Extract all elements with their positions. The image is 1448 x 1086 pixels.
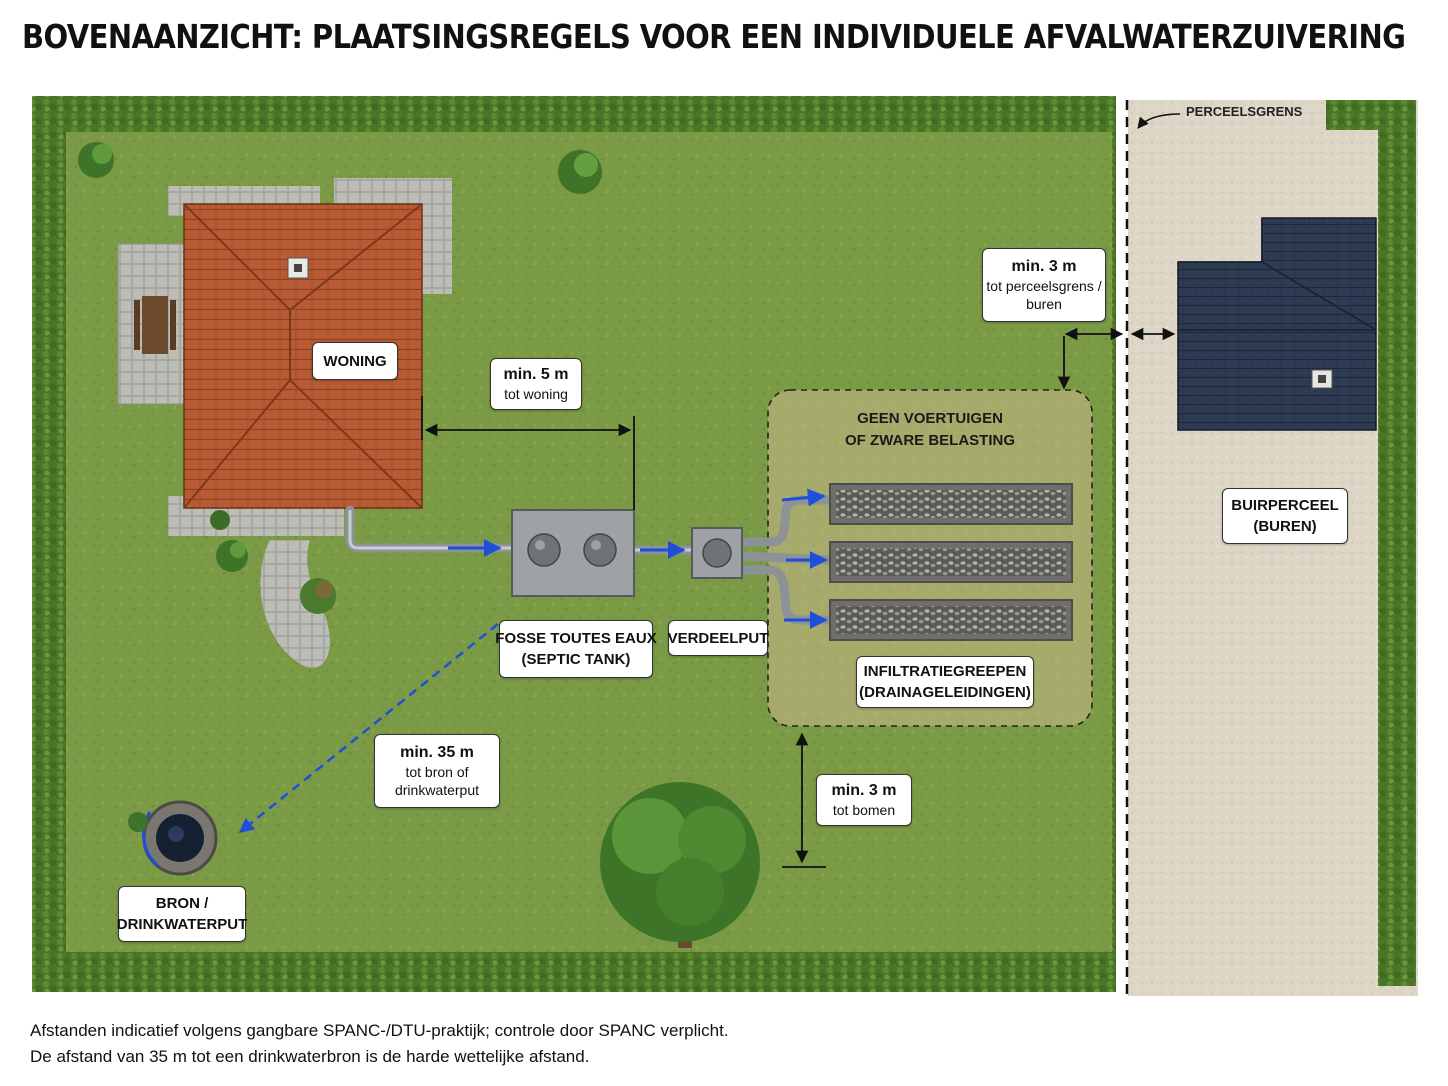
infiltration-label-line1: INFILTRATIEGREEPEN (863, 663, 1027, 680)
page-title: BOVENAANZICHT: PLAATSINGSREGELS VOOR EEN INDIVIDUELE AFVALWATERZUIVERING (22, 18, 1406, 57)
septic-tank (512, 510, 634, 596)
distance-well-label (374, 734, 500, 808)
neighbor-parcel-label (1222, 488, 1348, 544)
distance-house-desc: tot woning (504, 386, 568, 402)
footnote (30, 1018, 729, 1070)
terrace-table (142, 296, 168, 354)
infiltration-label-line2: (DRAINAGELEIDINGEN) (859, 684, 1031, 701)
distance-trees-desc: tot bomen (832, 802, 896, 818)
well-label (118, 886, 246, 942)
neighbor-hedge-right (1378, 100, 1416, 986)
distance-house-label (490, 358, 582, 410)
no-vehicles-line1: GEEN VOERTUIGEN (857, 410, 1003, 427)
distance-well-desc2: drinkwaterput (394, 782, 480, 798)
neighbor-parcel-label-line2: (BUREN) (1253, 518, 1317, 535)
distance-boundary-value: min. 3 m (1011, 258, 1077, 275)
house-label (312, 342, 398, 380)
no-vehicles-note (800, 408, 1060, 452)
septic-tank-label-line2: (SEPTIC TANK) (521, 651, 631, 668)
distance-well-value: min. 35 m (400, 744, 474, 761)
distance-well-desc1: tot bron of (405, 764, 469, 780)
septic-tank-label (495, 620, 657, 678)
boundary-label: PERCEELSGRENS (1186, 104, 1303, 119)
distance-trees-value: min. 3 m (831, 782, 897, 799)
bench-right (170, 300, 176, 350)
distribution-box-label (668, 620, 768, 656)
distance-boundary-desc1: tot perceelsgrens / (986, 278, 1102, 294)
distribution-box-label-text: VERDEELPUT (667, 629, 769, 647)
distribution-box (692, 528, 742, 578)
no-vehicles-line2: OF ZWARE BELASTING (845, 432, 1015, 449)
chimney-flue (294, 264, 302, 272)
footnote-line1: Afstanden indicatief volgens gangbare SPANC-/DTU-praktijk; controle door SPANC verplicht. (30, 1021, 729, 1040)
distance-house-value: min. 5 m (503, 366, 569, 383)
footnote-line2: De afstand van 35 m tot een drinkwaterbron is de harde wettelijke afstand. (30, 1047, 590, 1066)
distance-boundary-desc2: buren (1026, 296, 1062, 312)
distance-trees-label (816, 774, 912, 826)
drain-trenches (830, 484, 1072, 640)
well-label-line2: DRINKWATERPUT (116, 916, 248, 933)
bench-left (134, 300, 140, 350)
house-label-text: WONING (323, 352, 387, 370)
distance-boundary-label (982, 248, 1106, 322)
infiltration-label (856, 656, 1034, 708)
septic-tank-label-line1: FOSSE TOUTES EAUX (495, 630, 657, 647)
well-label-line1: BRON / (155, 895, 209, 912)
neighbor-parcel-label-line1: BUIRPERCEEL (1231, 497, 1339, 514)
